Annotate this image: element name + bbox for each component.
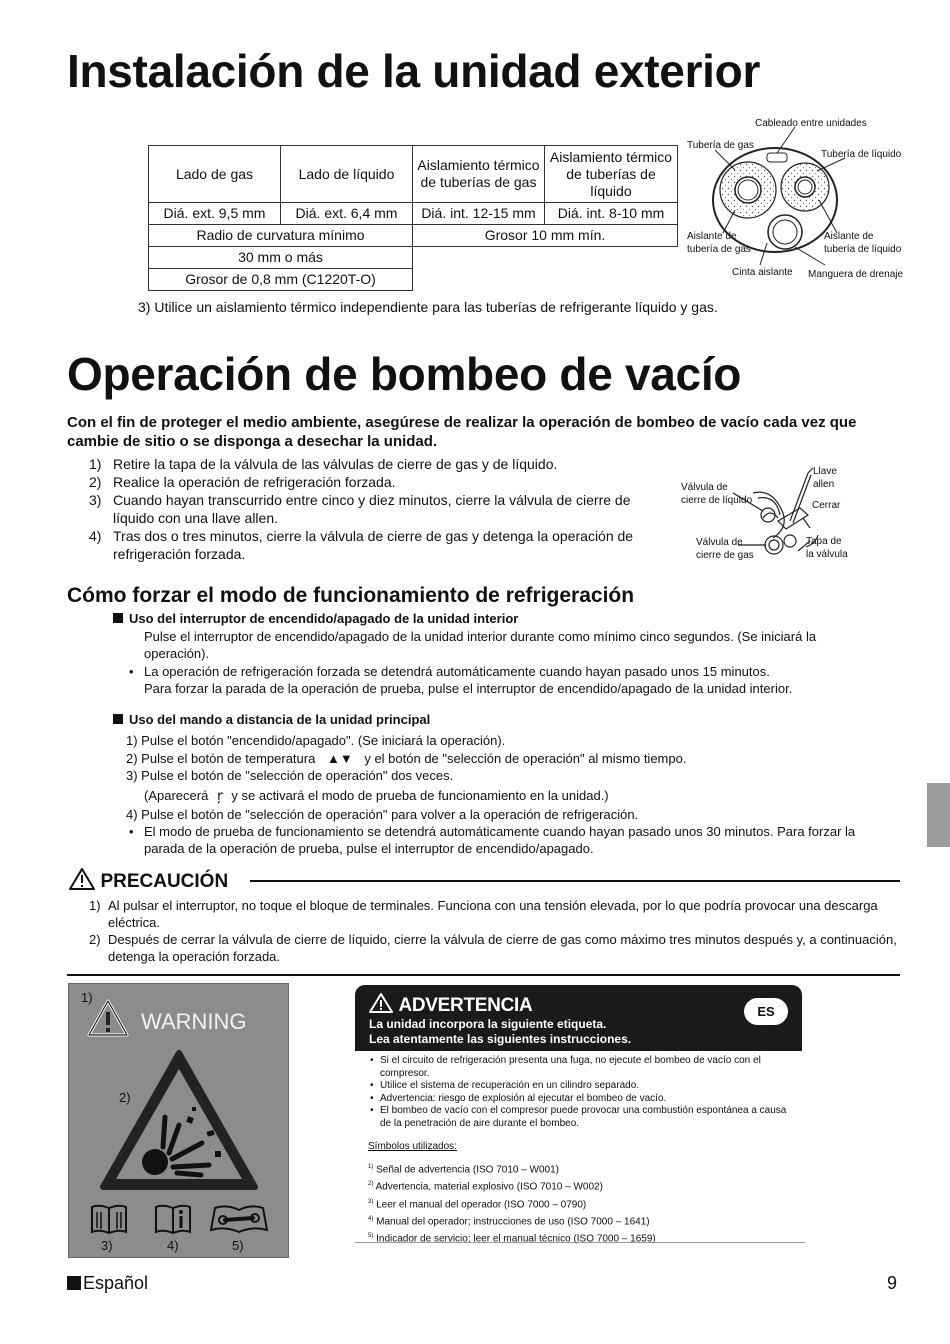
symbol-number: 5) (368, 1233, 374, 1240)
bullet-dot-icon: • (370, 1092, 374, 1104)
bullet-dot-icon: • (370, 1080, 374, 1091)
label-close: Cerrar (812, 500, 841, 511)
label-line: Tapa de (806, 536, 842, 547)
warning-triangle-icon (368, 992, 394, 1014)
pipe-cross-section-diagram (685, 115, 905, 285)
language-label: Español (83, 1273, 149, 1293)
label-line: Válvula de (681, 482, 728, 493)
item-text: Al pulsar el interruptor, no toque el bloque de terminales. Funciona con una tensión elevada, por lo que podría provocar una descarga eléctrica. (108, 898, 878, 930)
label-line: allen (813, 479, 835, 490)
square-bullet-icon (113, 613, 123, 623)
footer-language (67, 1273, 148, 1294)
section-title-force-cooling: Cómo forzar el modo de funcionamiento de refrigeración (67, 584, 635, 607)
label-drain-hose: Manguera de drenaje (808, 269, 904, 280)
temperature-arrows-icon: ▲▼ (326, 751, 353, 766)
table-cell: Radio de curvatura mínimo (149, 225, 413, 247)
label-gas-insulation (687, 230, 751, 256)
list-item (368, 1160, 798, 1177)
label-valve-cap (806, 535, 848, 561)
symbol-text: Manual del operador; instrucciones de uso (ISO 7000 – 1641) (376, 1216, 650, 1228)
table-cell: Diá. ext. 9,5 mm (149, 203, 281, 225)
bullet-dot-icon: • (129, 824, 134, 839)
step-number: 2) (89, 474, 102, 490)
table-cell: Diá. ext. 6,4 mm (281, 203, 413, 225)
bullet-text: Utilice el sistema de recuperación en un cilindro separado. (380, 1080, 640, 1091)
item-text: Después de cerrar la válvula de cierre de líquido, cierre la válvula de cierre de gas como máximo tres minutos después y, a continuación, detenga la operación forzada. (108, 932, 897, 964)
step-number: 3) (89, 492, 102, 508)
warning-triangle-icon (68, 867, 96, 891)
table-header: Lado de gas (149, 146, 281, 203)
list-item (370, 1080, 790, 1093)
square-bullet-icon (113, 714, 123, 724)
bullet-text: El bombeo de vacío con el compresor puede provocar una combustión espontánea a causa de la penetración de aire durante el bombeo. (380, 1105, 787, 1129)
label-number: 2) (119, 1090, 131, 1105)
insulation-note: 3) Utilice un aislamiento térmico independiente para las tuberías de refrigerante líquido y gas. (138, 299, 718, 315)
table-cell: Grosor 10 mm mín. (413, 225, 678, 247)
label-line: cierre de líquido (681, 495, 753, 506)
label-allen-key (813, 465, 837, 491)
caution-heading (68, 867, 228, 893)
sub-heading-indoor-switch (113, 610, 518, 627)
caution-title: PRECAUCIÓN (100, 871, 229, 892)
label-number: 1) (81, 990, 93, 1005)
bullet-text: Para forzar la parada de la operación de prueba, pulse el interruptor de encendido/apagado de la unidad interior. (144, 681, 793, 696)
table-cell: Diá. int. 8-10 mm (545, 203, 678, 225)
bullet-dot-icon: • (370, 1105, 374, 1116)
table-header: Aislamiento térmico de tuberías de gas (413, 146, 545, 203)
label-line: Válvula de (696, 537, 743, 548)
label-liquid-pipe: Tubería de líquido (821, 149, 902, 160)
list-item (370, 1105, 790, 1130)
advertencia-heading (368, 992, 532, 1017)
step-text: Tras dos o tres minutos, cierre la válvula de cierre de gas y detenga la operación de refrigeración forzada. (113, 528, 634, 562)
pump-down-steps (67, 455, 657, 563)
remote-step-2 (126, 750, 686, 767)
symbol-number: 4) (368, 1215, 374, 1222)
pipe-spec-table (148, 145, 678, 291)
warning-sign-icon (86, 998, 130, 1038)
test-mode-symbol-icon: ŗ (215, 789, 224, 804)
advertencia-title: ADVERTENCIA (398, 995, 533, 1016)
bullet-text: Advertencia: riesgo de explosión al ejecutar el bombeo de vacío. (380, 1092, 667, 1104)
list-item (67, 473, 657, 491)
label-wiring: Cableado entre unidades (755, 118, 867, 129)
sub-heading-text: Uso del mando a distancia de la unidad principal (129, 712, 431, 727)
square-bullet-icon (67, 1276, 81, 1290)
caution-rule (250, 880, 900, 882)
label-line: tubería de gas (687, 244, 751, 255)
symbol-number: 1) (368, 1164, 374, 1170)
indoor-switch-bullet (129, 663, 889, 697)
list-item (370, 1093, 790, 1106)
label-line: tubería de líquido (824, 244, 902, 255)
symbol-number: 3) (368, 1198, 374, 1205)
list-item (368, 1212, 798, 1229)
item-number: 1) (89, 898, 101, 913)
pump-down-intro: Con el fin de proteger el medio ambiente, asegúrese de realizar la operación de bombeo de vacío cada vez que cambie de sitio o se disponga a desechar la unidad. (67, 414, 857, 450)
warning-text: WARNING (141, 1009, 247, 1034)
symbol-text: Indicador de servicio; leer el manual técnico (ISO 7000 – 1659) (376, 1233, 656, 1245)
valve-diagram (678, 463, 878, 563)
intro-line: Lea atentamente las siguientes instrucciones. (369, 1032, 632, 1046)
step-text: Retire la tapa de la válvula de las válvulas de cierre de gas y de líquido. (113, 456, 558, 472)
language-badge: ES (744, 998, 788, 1025)
explosive-material-icon (97, 1047, 262, 1195)
label-tape: Cinta aislante (732, 267, 793, 278)
list-item (370, 1055, 790, 1080)
symbol-text: Señal de advertencia (ISO 7010 – W001) (376, 1164, 560, 1176)
indoor-switch-text: Pulse el interruptor de encendido/apagado de la unidad interior durante como mínimo cinco segundos. (Se iniciará la operación). (144, 629, 817, 661)
remote-bullet (129, 823, 899, 857)
step-text: Cuando hayan transcurrido entre cinco y diez minutos, cierre la válvula de cierre de líquido con una llave allen. (113, 492, 631, 526)
label-line: Aislante de (824, 231, 874, 242)
warning-label-image (68, 983, 289, 1258)
remote-step-3-cont (144, 787, 609, 805)
label-line: Llave (813, 466, 837, 477)
advertencia-bottom-rule (355, 1242, 805, 1243)
label-number: 3) (101, 1238, 113, 1253)
remote-step-3: 3) Pulse el botón de "selección de operación" dos veces. (126, 768, 454, 783)
list-item (368, 1229, 798, 1246)
table-cell: Grosor de 0,8 mm (C1220T-O) (149, 269, 413, 291)
table-header: Aislamiento térmico de tuberías de líquido (545, 146, 678, 203)
remote-step-1: 1) Pulse el botón "encendido/apagado". (Se iniciará la operación). (126, 733, 506, 748)
label-line: la válvula (806, 549, 848, 560)
operator-manual-icon (153, 1202, 193, 1236)
sub-heading-remote (113, 711, 430, 728)
label-number: 4) (167, 1238, 179, 1253)
advertencia-bullets (370, 1055, 790, 1130)
step-number: 4) (89, 528, 102, 544)
label-liquid-insulation (824, 230, 901, 256)
symbol-number: 2) (368, 1181, 374, 1188)
section-title-pump-down: Operación de bombeo de vacío (67, 348, 742, 400)
step-text: 2) Pulse el botón de temperatura (126, 751, 316, 766)
side-tab-marker (927, 783, 950, 847)
label-line: cierre de gas (696, 550, 754, 561)
remote-step-4: 4) Pulse el botón de "selección de operación" para volver a la operación de refrigeración. (126, 807, 639, 822)
list-item (368, 1195, 798, 1212)
sub-heading-text: Uso del interruptor de encendido/apagado de la unidad interior (129, 611, 519, 626)
table-cell: 30 mm o más (149, 247, 413, 269)
list-item (368, 1177, 798, 1194)
page-number: 9 (887, 1273, 898, 1293)
step-text: (Aparecerá (144, 788, 209, 803)
symbols-list (368, 1160, 798, 1247)
advertencia-intro (369, 1017, 631, 1047)
step-text: Realice la operación de refrigeración forzada. (113, 474, 396, 490)
list-item (67, 455, 657, 473)
intro-line: La unidad incorpora la siguiente etiqueta. (369, 1017, 607, 1031)
caution-list (67, 897, 907, 965)
advertencia-banner (355, 985, 802, 1051)
bullet-text: El modo de prueba de funcionamiento se detendrá automáticamente cuando hayan pasado unos 30 minutos. Para forzar la parada de la operación de prueba, pulse el interruptor de encendido/apagado. (144, 824, 856, 856)
bullet-text: Si el circuito de refrigeración presenta una fuga, no ejecute el bombeo de vacío con el compresor. (380, 1055, 761, 1079)
label-gas-valve (696, 536, 754, 562)
symbol-text: Leer el manual del operador (ISO 7000 – 0790) (376, 1198, 587, 1210)
table-header: Lado de líquido (281, 146, 413, 203)
list-item (67, 931, 907, 965)
section-divider (67, 974, 900, 976)
symbol-text: Advertencia, material explosivo (ISO 7010 – W002) (375, 1181, 603, 1193)
list-item (67, 527, 657, 563)
symbols-heading: Símbolos utilizados: (368, 1141, 457, 1152)
step-number: 1) (89, 456, 102, 472)
label-liquid-valve (681, 481, 752, 507)
list-item (67, 897, 907, 931)
label-line: Aislante de (687, 231, 737, 242)
service-indicator-icon (209, 1202, 269, 1236)
section-title-installation: Instalación de la unidad exterior (67, 45, 761, 97)
label-gas-pipe: Tubería de gas (687, 140, 754, 151)
step-text: y se activará el modo de prueba de funcionamiento en la unidad.) (231, 788, 609, 803)
list-item (67, 491, 657, 527)
step-text: y el botón de "selección de operación" al mismo tiempo. (364, 751, 687, 766)
table-cell: Diá. int. 12-15 mm (413, 203, 545, 225)
read-manual-icon (89, 1202, 129, 1236)
bullet-dot-icon: • (129, 664, 134, 679)
label-number: 5) (232, 1238, 244, 1253)
bullet-text: La operación de refrigeración forzada se detendrá automáticamente cuando hayan pasado unos 15 minutos. (144, 664, 770, 679)
bullet-dot-icon: • (370, 1055, 374, 1066)
item-number: 2) (89, 932, 101, 947)
